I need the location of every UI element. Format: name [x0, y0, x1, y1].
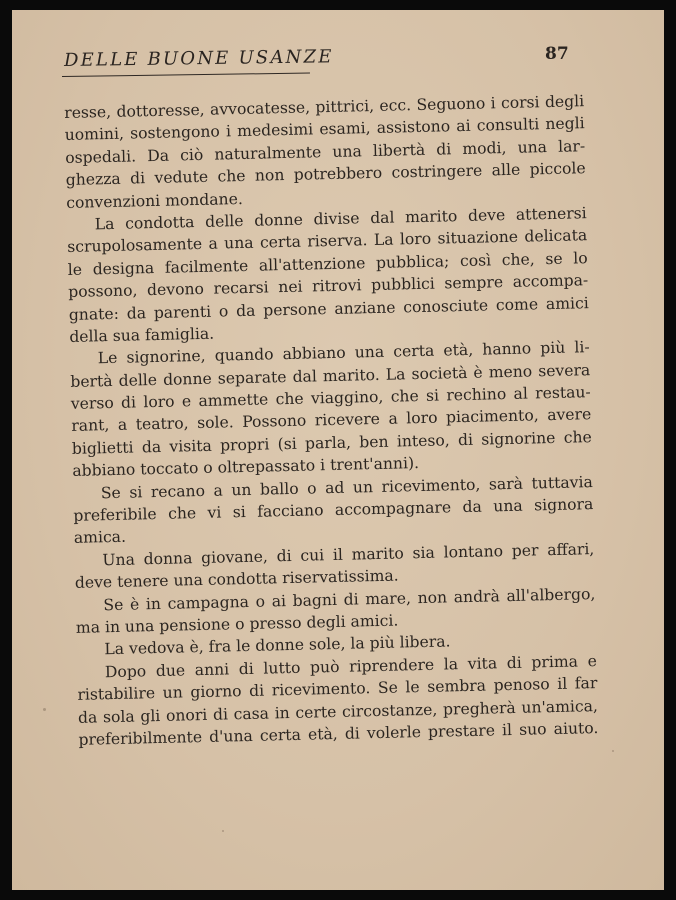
text-line: convenzioni mondane.	[66, 189, 244, 212]
text-line: ospedali. Da ciò naturalmente una libertà di modi, una lar-	[65, 136, 586, 167]
paragraph-first-line: La vedova è, fra le donne sole, la più libera.	[104, 632, 451, 659]
text-line: preferibilmente d'una certa età, di volerle prestare il suo aiuto.	[78, 718, 599, 749]
paragraph-first-line: Dopo due anni di lutto può riprendere la vita di prima e	[104, 651, 598, 681]
text-line: uomini, sostengono i medesimi esami, assistono ai consulti negli	[64, 114, 585, 145]
paragraph-first-line: La condotta delle donne divise dal marito deve attenersi	[94, 204, 587, 234]
text-line: ghezza di vedute che non potrebbero costringere alle piccole	[65, 159, 586, 190]
text-line: scrupolosamente a una certa riserva. La loro situazione delicata	[67, 226, 588, 257]
text-line: preferibile che vi si facciano accompagnare da una signora	[73, 495, 594, 525]
text-line: bertà delle donne separate dal marito. La società è meno severa	[70, 360, 591, 391]
paper-speck	[222, 830, 224, 832]
text-line: possono, devono recarsi nei ritrovi pubblici sempre accompa-	[68, 271, 589, 302]
text-line: ma in una pensione o presso degli amici.	[75, 611, 399, 637]
text-line: resse, dottoresse, avvocatesse, pittrici, ecc. Seguono i corsi degli	[64, 92, 585, 122]
text-line: verso di loro e ammette che viaggino, che si rechino al restau-	[70, 383, 591, 413]
page-header	[62, 48, 562, 78]
header-rule	[62, 73, 310, 77]
text-line: le designa facilmente all'attenzione pubblica; così che, se lo	[67, 248, 588, 279]
paragraph-first-line: Se è in campagna o ai bagni di mare, non andrà all'albergo,	[103, 584, 596, 614]
page-number: 87	[545, 44, 569, 64]
body-text	[64, 90, 599, 751]
text-line: della sua famiglia.	[69, 324, 215, 346]
text-line: ristabilire un giorno di ricevimento. Se le sembra penoso il far	[77, 674, 598, 705]
paper-speck	[612, 750, 614, 752]
running-title: DELLE BUONE USANZE	[63, 46, 334, 71]
text-line: deve tenere una condotta riservatissima.	[74, 566, 399, 593]
text-line: amica.	[73, 528, 127, 548]
paragraph-first-line: Se si recano a un ballo o ad un ricevimento, sarà tuttavia	[100, 472, 593, 502]
text-line: rant, a teatro, sole. Possono ricevere a loro piacimento, avere	[71, 405, 592, 436]
paragraph-first-line: Una donna giovane, di cui il marito sia lontano per affari,	[102, 539, 595, 570]
text-line: biglietti da visita propri (si parla, ben inteso, di signorine che	[71, 427, 592, 458]
text-line: abbiano toccato o oltrepassato i trent'anni).	[72, 454, 420, 481]
text-line: gnate: da parenti o da persone anziane conosciute come amici	[68, 293, 589, 324]
paragraph-first-line: Le signorine, quando abbiano una certa età, hanno più li-	[97, 338, 590, 368]
paper-speck	[43, 708, 46, 711]
book-page	[12, 10, 664, 890]
text-line: da sola gli onori di casa in certe circostanze, pregherà un'amica,	[77, 696, 599, 727]
